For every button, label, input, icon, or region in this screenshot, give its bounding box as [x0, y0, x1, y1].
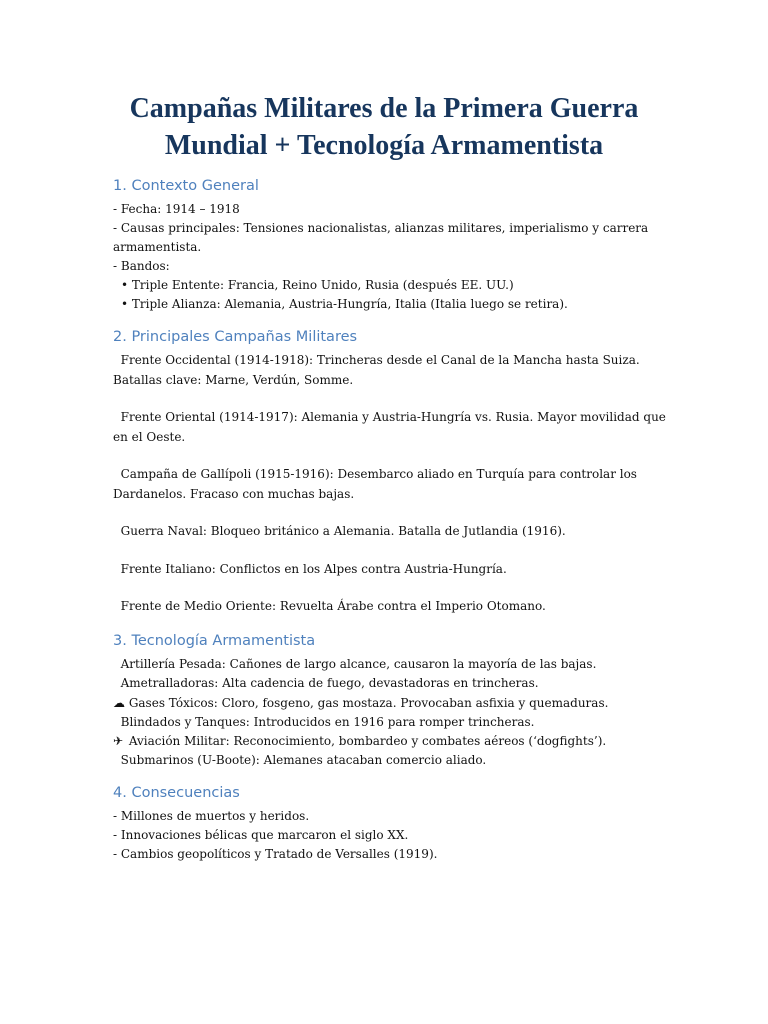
campana-line-1: Campaña de Gallípoli (1915-1916): Desembarco aliado en Turquía para controlar los: [113, 467, 637, 481]
tecnologia-item-text: Gases Tóxicos: Cloro, fosgeno, gas mostaza. Provocaban asfixia y quemaduras.: [125, 695, 609, 710]
campanas-list: [113, 351, 753, 617]
campana-paragraph: [113, 408, 666, 447]
document-title: [84, 90, 684, 164]
tecnologia-item: [113, 674, 753, 693]
consecuencias-list: [113, 807, 753, 864]
consecuencia-item: - Innovaciones bélicas que marcaron el siglo XX.: [113, 828, 409, 842]
campana-line-1: Frente Occidental (1914-1918): Trincheras desde el Canal de la Mancha hasta Suiza.: [113, 353, 640, 367]
section-heading: 1. Contexto General: [113, 178, 259, 194]
tecnologia-item-text: Submarinos (U-Boote): Alemanes atacaban comercio aliado.: [113, 753, 487, 768]
bandos-line: - Bandos:: [113, 259, 170, 273]
campana-line-2: en el Oeste.: [113, 429, 186, 444]
fecha-line: - Fecha: 1914 – 1918: [113, 202, 240, 216]
campana-line-1: Frente de Medio Oriente: Revuelta Árabe contra el Imperio Otomano.: [113, 599, 546, 613]
airplane-icon: ✈: [113, 734, 124, 749]
campana-line-1: Frente Italiano: Conflictos en los Alpes contra Austria-Hungría.: [113, 561, 507, 576]
campana-paragraph: [113, 351, 653, 390]
section-heading: 3. Tecnología Armamentista: [113, 633, 316, 649]
tecnologia-list: [113, 655, 753, 771]
tecnologia-item: [113, 655, 753, 674]
campana-paragraph: [113, 522, 653, 542]
alianza-line: • Triple Alianza: Alemania, Austria-Hungría, Italia (Italia luego se retira).: [121, 297, 568, 311]
tecnologia-item: [113, 713, 753, 732]
section-tecnologia: [113, 631, 753, 771]
tecnologia-item-text: Aviación Militar: Reconocimiento, bombardeo y combates aéreos (‘dogfights’).: [125, 734, 607, 749]
campana-line-2: Dardanelos. Fracaso con muchas bajas.: [113, 486, 355, 501]
consecuencia-item: - Millones de muertos y heridos.: [113, 809, 310, 823]
section-consecuencias: [113, 783, 753, 864]
campana-paragraph: [113, 560, 653, 580]
title-line-2: Mundial + Tecnología Armamentista: [164, 130, 604, 161]
campana-line-1: Frente Oriental (1914-1917): Alemania y Austria-Hungría vs. Rusia. Mayor movilidad que: [113, 410, 666, 424]
tecnologia-item: [113, 732, 753, 751]
section-heading: 2. Principales Campañas Militares: [113, 329, 358, 345]
campana-paragraph: [113, 597, 653, 617]
cloud-icon: ☁: [113, 695, 125, 710]
section-contexto: [113, 176, 753, 314]
title-line-1: Campañas Militares de la Primera Guerra: [129, 93, 639, 124]
tecnologia-item-text: Artillería Pesada: Cañones de largo alcance, causaron la mayoría de las bajas.: [113, 657, 597, 671]
section-heading: 4. Consecuencias: [113, 785, 240, 801]
tecnologia-item: [113, 694, 753, 713]
causas-line-1: - Causas principales: Tensiones nacionalistas, alianzas militares, imperialismo y carrera: [113, 221, 649, 235]
causas-line-2: armamentista.: [113, 240, 202, 254]
campana-paragraph: [113, 465, 653, 504]
entente-line: • Triple Entente: Francia, Reino Unido, Rusia (después EE. UU.): [121, 278, 514, 292]
campana-line-1: Guerra Naval: Bloqueo británico a Alemania. Batalla de Jutlandia (1916).: [113, 524, 566, 538]
tecnologia-item-text: Ametralladoras: Alta cadencia de fuego, devastadoras en trincheras.: [113, 676, 539, 691]
consecuencia-item: - Cambios geopolíticos y Tratado de Versalles (1919).: [113, 847, 438, 861]
tecnologia-item: [113, 751, 753, 770]
campana-line-2: Batallas clave: Marne, Verdún, Somme.: [113, 372, 354, 387]
section-campanas: [113, 327, 753, 635]
tecnologia-item-text: Blindados y Tanques: Introducidos en 1916 para romper trincheras.: [113, 714, 535, 729]
